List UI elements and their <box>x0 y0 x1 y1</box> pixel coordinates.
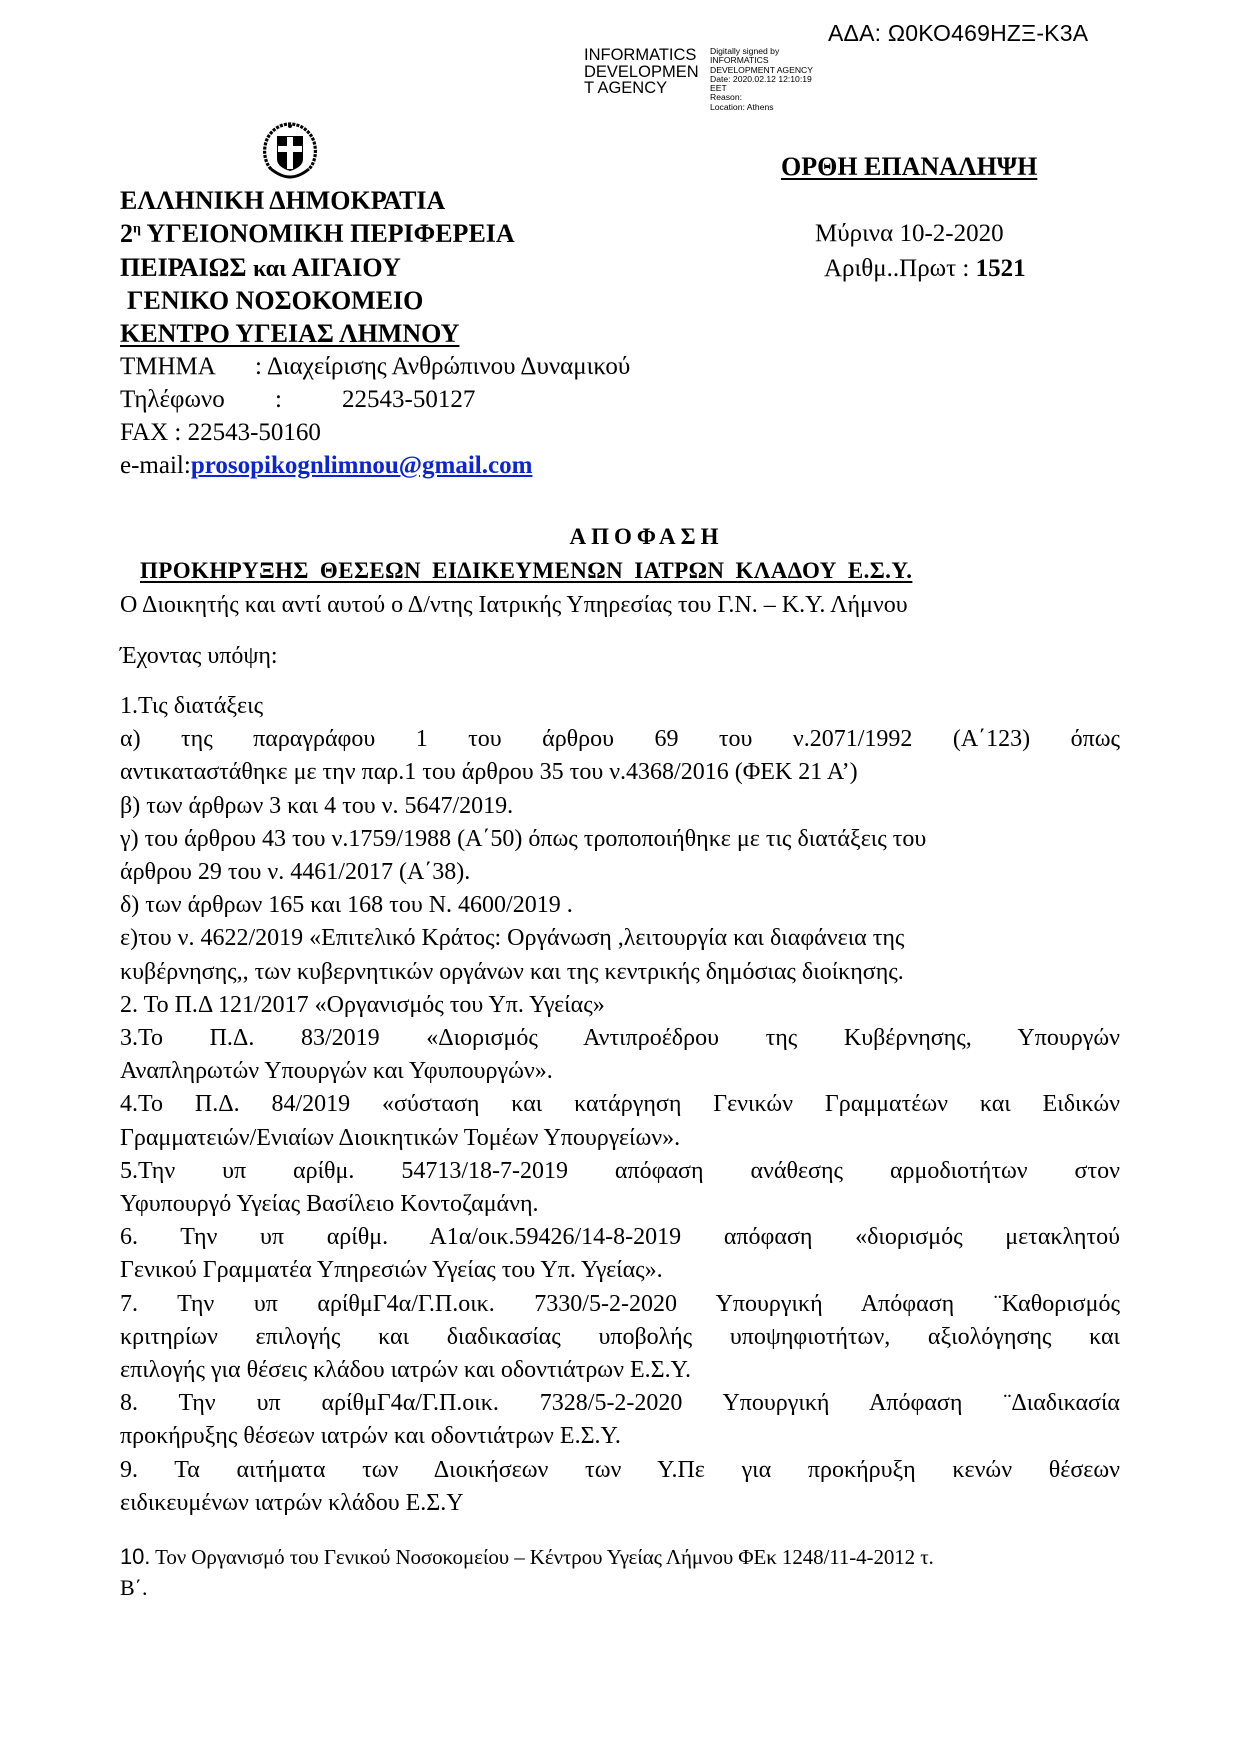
department-value: : Διαχείρισης Ανθρώπινου Δυναμικού <box>255 353 631 380</box>
phone-label: Τηλέφωνο <box>120 386 225 413</box>
hospital-heading: ΓΕΝΙΚΟ ΝΟΣΟΚΟΜΕΙΟ <box>127 286 424 315</box>
signature-detail-line: Date: 2020.02.12 12:10:19 <box>710 73 812 84</box>
fax-line: FAX : 22543-50160 <box>120 419 321 446</box>
consideration-line: αντικαταστάθηκε με την παρ.1 του άρθρου 35 του ν.4368/2016 (ΦΕΚ 21 Α’) <box>120 759 858 786</box>
consideration-line: Γενικού Γραμματέα Υπηρεσιών Υγείας του Υπ. Υγείας». <box>120 1257 663 1284</box>
consideration-line: κυβέρνησης,, των κυβερνητικών οργάνων και της κεντρικής δημόσιας διοίκησης. <box>120 958 904 985</box>
decision-issuer: Ο Διοικητής και αντί αυτού ο Δ/ντης Ιατρικής Υπηρεσίας του Γ.Ν. – Κ.Υ. Λήμνου <box>120 592 908 618</box>
consideration-item-10-continuation: Β΄. <box>120 1575 148 1600</box>
signature-detail-line: Reason: <box>710 92 743 103</box>
email-link[interactable]: prosopikognlimnou@gmail.com <box>190 452 533 479</box>
phone-value: 22543-50127 <box>342 386 476 413</box>
consideration-line: 4.Το Π.Δ. 84/2019 «σύσταση και κατάργηση Γενικών Γραμματέων και Ειδικών <box>120 1091 1120 1118</box>
ada-code: ΑΔΑ: Ω0ΚΟ469ΗΖΞ-Κ3Α <box>828 20 1089 46</box>
signer-line: T AGENCY <box>584 79 668 97</box>
health-region-heading <box>120 219 515 249</box>
signer-line: DEVELOPMEN <box>584 62 699 81</box>
region-area-conj: και <box>252 256 287 282</box>
protocol-number <box>824 255 1026 283</box>
consideration-line: α) της παραγράφου 1 του άρθρου 69 του ν.2071/1992 (Α΄123) όπως <box>120 726 1120 753</box>
coat-of-arms-icon <box>261 121 319 183</box>
signer-line: INFORMATICS <box>584 46 697 64</box>
digital-signature-details <box>710 47 813 112</box>
region-name: ΥΓΕΙΟΝΟΜΙΚΗ ΠΕΡΙΦΕΡΕΙΑ <box>140 219 515 248</box>
region-area-part: ΑΙΓΑΙΟΥ <box>286 253 401 282</box>
decision-subtitle: ΠΡΟΚΗΡΥΞΗΣ ΘΕΣΕΩΝ ΕΙΔΙΚΕΥΜΕΝΩΝ ΙΑΤΡΩΝ ΚΛΑΔΟΥ Ε.Σ.Υ. <box>140 558 913 583</box>
signature-detail-line: DEVELOPMENT AGENCY <box>710 64 813 75</box>
phone-separator: : <box>275 386 282 413</box>
signature-detail-line: Digitally signed by <box>710 46 780 56</box>
region-number: 2 <box>120 219 133 248</box>
consideration-line: 9. Τα αιτήματα των Διοικήσεων των Υ.Πε για προκήρυξη κενών θέσεων <box>120 1456 1120 1483</box>
protocol-value: 1521 <box>975 255 1026 282</box>
consideration-line: Αναπληρωτών Υπουργών και Υφυπουργών». <box>120 1058 553 1085</box>
consideration-line: 7. Την υπ αρίθμΓ4α/Γ.Π.οικ. 7330/5-2-2020 Υπουργική Απόφαση ¨Καθορισμός <box>120 1290 1120 1317</box>
correction-label: ΟΡΘΗ ΕΠΑΝΑΛΗΨΗ <box>781 152 1038 181</box>
region-ordinal: η <box>133 221 141 237</box>
consideration-line: β) των άρθρων 3 και 4 του ν. 5647/2019. <box>120 792 514 819</box>
consideration-line: άρθρου 29 του ν. 4461/2017 (Α΄38). <box>120 859 471 885</box>
consideration-line: προκήρυξης θέσεων ιατρών και οδοντιάτρων Ε.Σ.Υ. <box>120 1423 621 1450</box>
consideration-line: κριτηρίων επιλογής και διαδικασίας υποβολής υποψηφιοτήτων, αξιολόγησης και <box>120 1323 1120 1350</box>
department-label: ΤΜΗΜΑ <box>120 353 216 380</box>
consideration-line: 6. Την υπ αρίθμ. Α1α/οικ.59426/14-8-2019 απόφαση «διορισμός μετακλητού <box>120 1224 1120 1251</box>
consideration-line: δ) των άρθρων 165 και 168 του Ν. 4600/2019 . <box>120 892 573 919</box>
republic-heading: ΕΛΛΗΝΙΚΗ ΔΗΜΟΚΡΑΤΙΑ <box>120 186 446 215</box>
email-label: e-mail: <box>120 452 191 479</box>
consideration-item-10 <box>120 1544 1120 1570</box>
department-line <box>120 353 630 381</box>
consideration-line: 3.Το Π.Δ. 83/2019 «Διορισμός Αντιπροέδρου της Κυβέρνησης, Υπουργών <box>120 1025 1120 1051</box>
consideration-line: 5.Την υπ αρίθμ. 54713/18-7-2019 απόφαση ανάθεσης αρμοδιοτήτων στον <box>120 1157 1120 1184</box>
decision-title: ΑΠΟΦΑΣΗ <box>569 524 724 549</box>
consideration-line: ε)του ν. 4622/2019 «Επιτελικό Κράτος: Οργάνωση ,λειτουργία και διαφάνεια της <box>120 925 905 952</box>
digital-signature-signer <box>584 47 699 97</box>
item-text: Τον Οργανισμό του Γενικού Νοσοκομείου – Κέντρου Υγείας Λήμνου ΦΕκ 1248/11-4-2012 τ. <box>150 1545 934 1569</box>
consideration-line: γ) του άρθρου 43 του ν.1759/1988 (Α΄50) όπως τροποποιήθηκε με τις διατάξεις του <box>120 825 927 852</box>
signature-detail-line: INFORMATICS <box>710 55 769 66</box>
phone-line <box>120 386 475 414</box>
consideration-line: ειδικευμένων ιατρών κλάδου Ε.Σ.Υ <box>120 1489 464 1516</box>
health-center-heading: ΚΕΝΤΡΟ ΥΓΕΙΑΣ ΛΗΜΝΟΥ <box>120 319 460 348</box>
signature-detail-line: Location: Athens <box>710 101 774 112</box>
region-area-heading <box>120 253 401 283</box>
consideration-line: Υφυπουργό Υγείας Βασίλειο Κοντοζαμάνη. <box>120 1191 539 1217</box>
place-date: Μύρινα 10-2-2020 <box>815 220 1004 247</box>
email-line <box>120 452 532 480</box>
consideration-line: Γραμματειών/Ενιαίων Διοικητικών Τομέων Υπουργείων». <box>120 1124 681 1151</box>
region-area-part: ΠΕΙΡΑΙΩΣ <box>120 253 253 282</box>
signature-detail-line: EET <box>710 83 727 94</box>
consideration-line: 1.Τις διατάξεις <box>120 693 264 719</box>
item-number: 10. <box>120 1544 151 1569</box>
protocol-label: Αριθμ..Πρωτ : <box>824 255 976 282</box>
consideration-line: 2. Το Π.Δ 121/2017 «Οργανισμός του Υπ. Υγείας» <box>120 991 605 1018</box>
considering-label: Έχοντας υπόψη: <box>120 643 278 669</box>
consideration-line: επιλογής για θέσεις κλάδου ιατρών και οδοντιάτρων Ε.Σ.Υ. <box>120 1357 691 1383</box>
consideration-line: 8. Την υπ αρίθμΓ4α/Γ.Π.οικ. 7328/5-2-2020 Υπουργική Απόφαση ¨Διαδικασία <box>120 1390 1120 1417</box>
